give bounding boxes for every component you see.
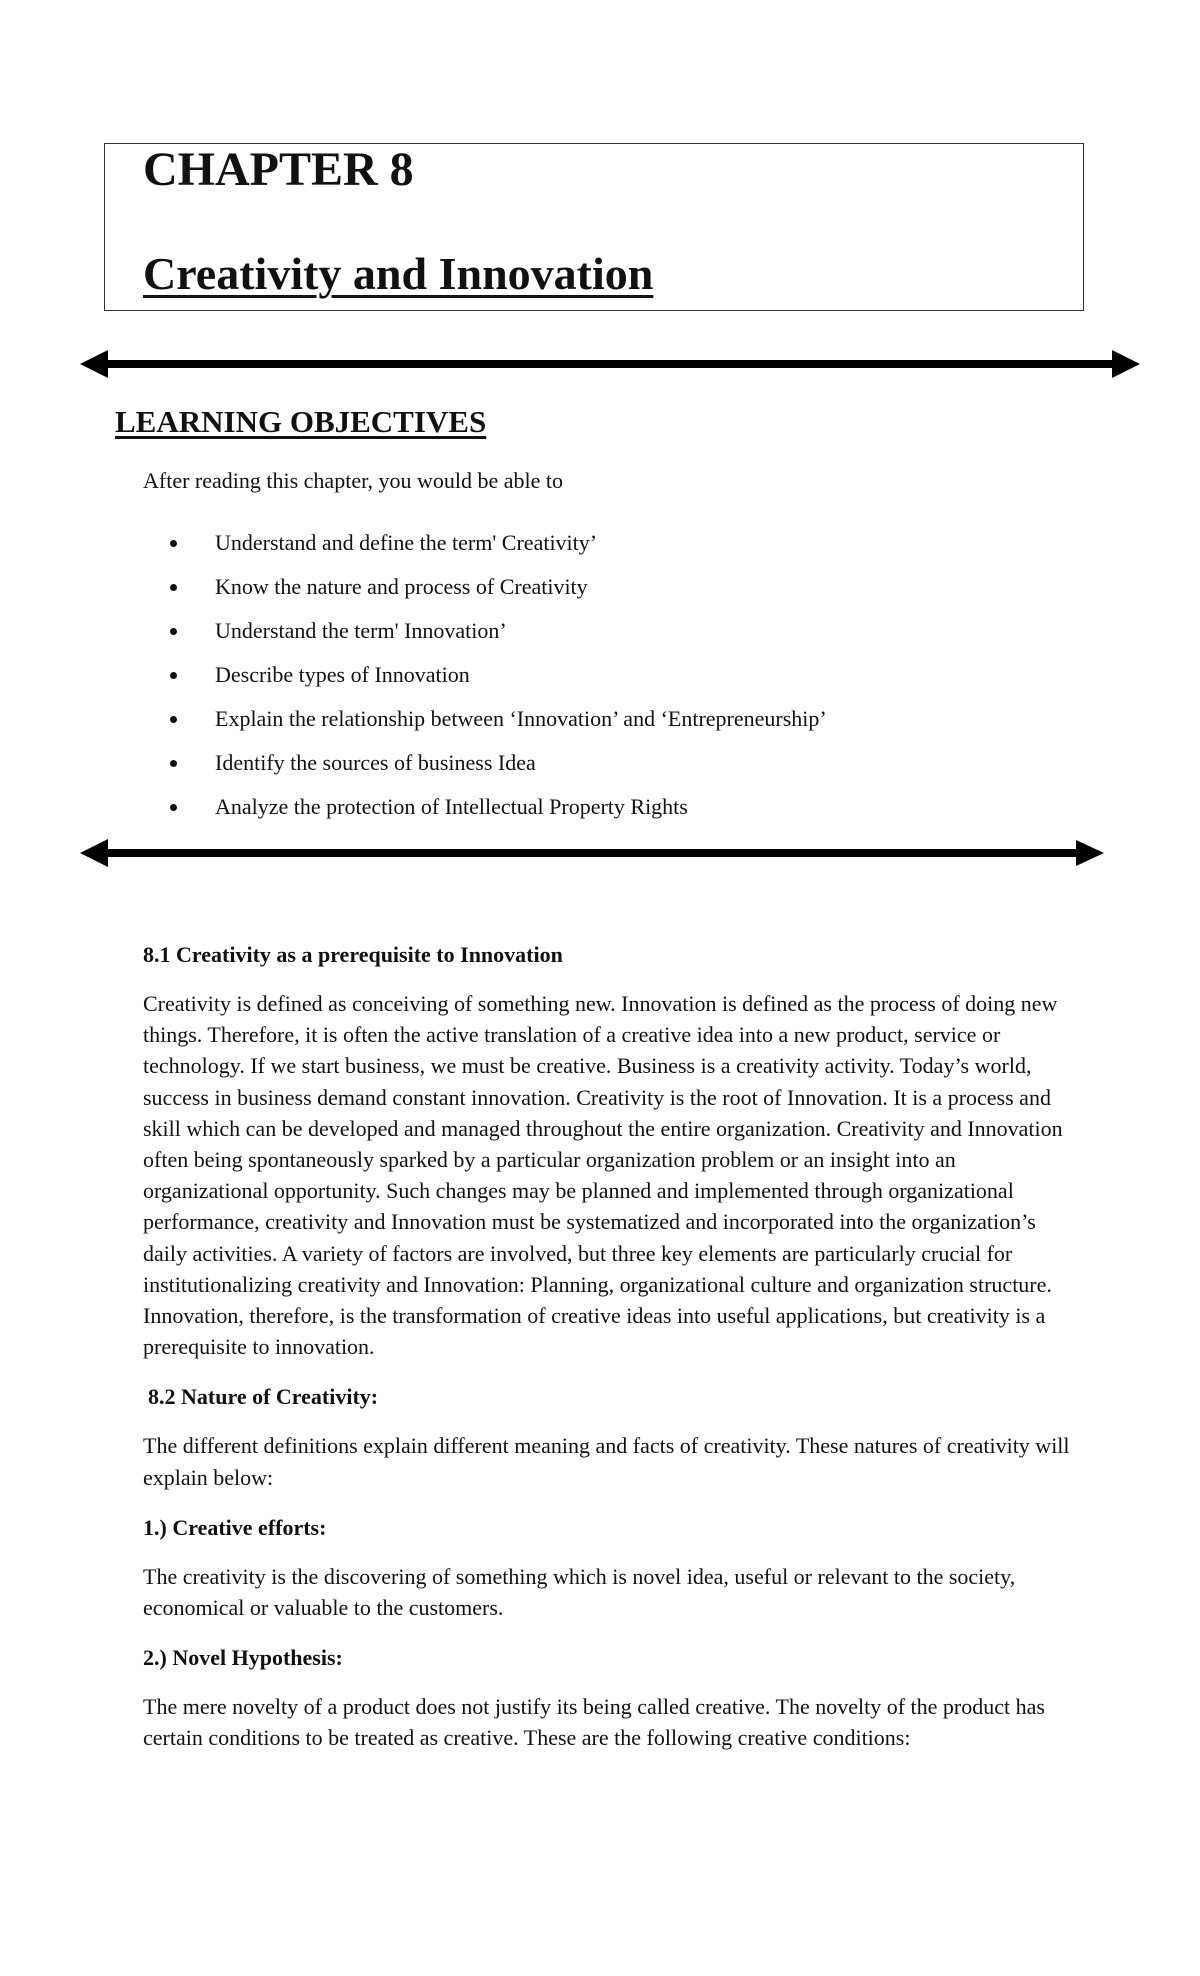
section-body-8-1: Creativity is defined as conceiving of something new. Innovation is defined as the process of doing new things. Therefore, it is often the active translation of a creative idea into a new product, service or technology. If we start business, we must be creative. Business is a creativity activity. Today’s world, success in business demand constant innovation. Creativity is the root of Innovation. It is a process and skill which can be developed and managed throughout the entire organization. Creativity and Innovation often being spontaneously sparked by a particular organization problem or an insight into an organizational opportunity. Such changes may be planned and implemented through organizational performance, creativity and Innovation must be systematized and incorporated into the organization’s daily activities. A variety of factors are involved, but three key elements are particularly crucial for institutionalizing creativity and Innovation: Planning, organizational culture and organization structure. Innovation, therefore, is the transformation of creative ideas into useful applications, but creativity is a prerequisite to innovation.	[143, 991, 1063, 1360]
bullet-icon	[170, 804, 177, 811]
objective-item	[143, 704, 1103, 748]
objective-text: Analyze the protection of Intellectual Property Rights	[215, 794, 688, 819]
objectives-intro: After reading this chapter, you would be able to	[143, 468, 564, 493]
left-arrowhead-icon	[80, 839, 108, 867]
objective-item	[143, 660, 1103, 704]
chapter-number: CHAPTER 8	[143, 143, 414, 196]
objective-text: Describe types of Innovation	[215, 662, 470, 687]
chapter-content	[143, 940, 1083, 1774]
learning-objectives-heading: LEARNING OBJECTIVES	[115, 404, 487, 439]
right-arrowhead-icon	[1076, 840, 1104, 866]
objectives-list	[143, 528, 1103, 836]
bullet-icon	[170, 672, 177, 679]
subheading-novel-hypothesis: 2.) Novel Hypothesis:	[143, 1645, 343, 1671]
subheading-creative-efforts: 1.) Creative efforts:	[143, 1514, 327, 1540]
body-creative-efforts: The creativity is the discovering of something which is novel idea, useful or relevant to the society, economical or valuable to the customers.	[143, 1563, 1016, 1621]
section-heading-8-2: 8.2 Nature of Creativity:	[148, 1384, 379, 1410]
objective-item	[143, 528, 1103, 572]
right-arrowhead-icon	[1112, 350, 1140, 378]
bullet-icon	[170, 716, 177, 723]
section-body-8-2: The different definitions explain different meaning and facts of creativity. These natures of creativity will explain below:	[143, 1433, 1070, 1490]
objective-text: Understand and define the term' Creativity’	[215, 530, 598, 555]
objective-item	[143, 616, 1103, 660]
objective-item	[143, 748, 1103, 792]
objective-text: Know the nature and process of Creativity	[215, 574, 588, 599]
objective-item	[143, 792, 1103, 836]
objective-text: Explain the relationship between ‘Innovation’ and ‘Entrepreneurship’	[215, 706, 827, 731]
double-arrow-divider-bottom	[0, 833, 1200, 873]
objective-text: Identify the sources of business Idea	[215, 750, 536, 775]
double-arrow-divider-top	[0, 344, 1200, 384]
section-heading-8-1: 8.1 Creativity as a prerequisite to Innovation	[143, 942, 563, 967]
body-novel-hypothesis: The mere novelty of a product does not justify its being called creative. The novelty of the product has certain conditions to be treated as creative. These are the following creative conditions:	[143, 1694, 1045, 1751]
bullet-icon	[170, 628, 177, 635]
bullet-icon	[170, 760, 177, 767]
left-arrowhead-icon	[80, 350, 108, 378]
objective-item	[143, 572, 1103, 616]
bullet-icon	[170, 584, 177, 591]
bullet-icon	[170, 540, 177, 547]
objective-text: Understand the term' Innovation’	[215, 618, 507, 643]
chapter-title: Creativity and Innovation	[143, 248, 654, 299]
